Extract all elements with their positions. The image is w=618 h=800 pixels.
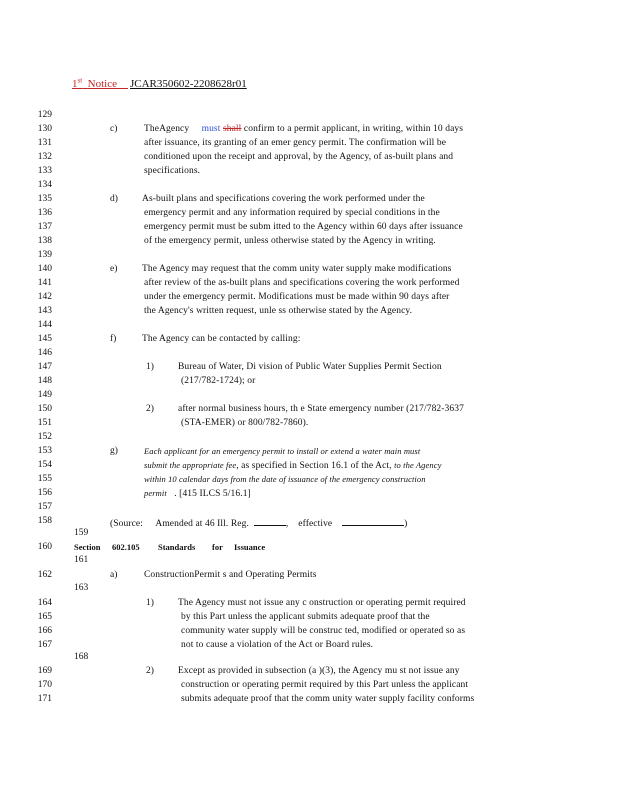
line-number: 155 (37, 474, 52, 484)
item-c-line: after issuance, its granting of an emer gency permit. The confirmation will be (144, 138, 447, 148)
line-number: 152 (37, 432, 52, 442)
item-g-line: Each applicant for an emergency permit to install or extend a water main must (144, 446, 421, 456)
item-g-line: within 10 calendar days from the date of issuance of the emergency construction (144, 474, 426, 484)
line-number: 163 (74, 583, 89, 593)
section-title-part: Issuance (234, 542, 266, 552)
item-a-sub1-line: by this Part unless the applicant submits adequate proof that the (181, 612, 430, 622)
item-a-sub2-line: submits adequate proof that the comm unity water supply facility conforms (181, 694, 475, 704)
item-e-line: the Agency's written request, unle ss otherwise stated by the Agency. (144, 306, 413, 316)
line-number: 137 (37, 222, 52, 232)
item-f-sub2-line: (STA-EMER) or 800/782-7860). (181, 418, 309, 428)
line-number: 153 (37, 446, 52, 456)
item-e-line: The Agency may request that the comm unity water supply make modifications (142, 264, 452, 274)
line-number: 150 (37, 404, 52, 414)
notice-header (72, 76, 247, 90)
line-number: 166 (37, 626, 52, 636)
line-number: 148 (37, 376, 52, 386)
line-number: 135 (37, 194, 52, 204)
section-title-part: for (212, 542, 223, 552)
item-d-line: of the emergency permit, unless otherwise stated by the Agency in writing. (144, 236, 436, 246)
line-number: 158 (37, 516, 52, 526)
line-number: 146 (37, 348, 52, 358)
item-marker-a: a) (110, 570, 118, 580)
subitem-marker: 2) (146, 666, 154, 676)
item-f-sub2-line: after normal business hours, th e State emergency number (217/782-3637 (178, 404, 464, 414)
line-number: 133 (37, 166, 52, 176)
item-c-line: conditioned upon the receipt and approval, by the Agency, of as-built plans and (144, 152, 454, 162)
line-number: 147 (37, 362, 52, 372)
line-number: 171 (37, 694, 52, 704)
line-number: 131 (37, 138, 52, 148)
item-f-line: The Agency can be contacted by calling: (142, 334, 301, 344)
line-number: 141 (37, 278, 52, 288)
item-a-sub2-line: construction or operating permit required by this Part unless the applicant (181, 680, 469, 690)
item-d-line: emergency permit and any information required by special conditions in the (144, 208, 440, 218)
subitem-marker: 1) (146, 362, 154, 372)
subitem-marker: 2) (146, 404, 154, 414)
line-number: 130 (37, 124, 52, 134)
line-number: 132 (37, 152, 52, 162)
item-marker-c: c) (110, 124, 118, 134)
line-number: 157 (37, 502, 52, 512)
item-g-line: permit . [415 ILCS 5/16.1] (144, 488, 251, 499)
blank-field (254, 516, 286, 526)
line-number: 136 (37, 208, 52, 218)
line-number: 159 (74, 528, 89, 538)
item-marker-e: e) (110, 264, 118, 274)
line-number: 142 (37, 292, 52, 302)
item-f-sub1-line: Bureau of Water, Di vision of Public Water Supplies Permit Section (178, 362, 442, 372)
subitem-marker: 1) (146, 598, 154, 608)
line-number: 165 (37, 612, 52, 622)
line-number: 161 (74, 555, 89, 565)
item-c-line: specifications. (144, 166, 201, 176)
line-number: 143 (37, 306, 52, 316)
item-a-sub2-line: Except as provided in subsection (a )(3), the Agency mu st not issue any (178, 666, 460, 676)
line-number: 154 (37, 460, 52, 470)
blank-field (342, 516, 404, 526)
notice-label: 1st Notice (72, 76, 117, 90)
item-e-line: under the emergency permit. Modifications must be made within 90 days after (144, 292, 450, 302)
line-number: 164 (37, 598, 52, 608)
line-number: 156 (37, 488, 52, 498)
section-number: 602.105 (112, 542, 140, 552)
item-marker-d: d) (110, 194, 118, 204)
line-number: 160 (37, 542, 52, 552)
item-d-line: As-built plans and specifications covering the work performed under the (142, 194, 425, 204)
document-code: JCAR350602-2208628r01 (130, 77, 247, 90)
item-c-line: TheAgency must shall confirm to a permit applicant, in writing, within 10 days (144, 124, 464, 134)
line-number: 168 (74, 652, 89, 662)
line-number: 139 (37, 250, 52, 260)
item-a-heading: ConstructionPermit s and Operating Permits (144, 570, 317, 580)
deleted-text: shall (222, 124, 242, 134)
line-number: 129 (37, 110, 52, 120)
item-e-line: after review of the as-built plans and specifications covering the work performed (144, 278, 460, 288)
item-marker-g: g) (110, 446, 118, 456)
line-number: 134 (37, 180, 52, 190)
line-number: 138 (37, 236, 52, 246)
line-number: 140 (37, 264, 52, 274)
item-marker-f: f) (110, 334, 117, 344)
item-g-line: submit the appropriate fee, as specified in Section 16.1 of the Act, to the Agency (144, 460, 442, 471)
inserted-text: must (201, 124, 221, 134)
item-a-sub1-line: The Agency must not issue any c onstruction or operating permit required (178, 598, 466, 608)
source-note: (Source: Amended at 46 Ill. Reg. , effective ) (110, 516, 407, 530)
item-a-sub1-line: community water supply will be construc ted, modified or operated so as (181, 626, 466, 636)
line-number: 162 (37, 570, 52, 580)
item-a-sub1-line: not to cause a violation of the Act or Board rules. (181, 640, 374, 650)
section-word: Section (74, 542, 101, 552)
line-number: 167 (37, 640, 52, 650)
line-number: 145 (37, 334, 52, 344)
line-number: 169 (37, 666, 52, 676)
line-number: 151 (37, 418, 52, 428)
item-f-sub1-line: (217/782-1724); or (181, 376, 256, 386)
line-number: 144 (37, 320, 52, 330)
line-number: 170 (37, 680, 52, 690)
line-number: 149 (37, 390, 52, 400)
section-title-part: Standards (158, 542, 196, 552)
item-d-line: emergency permit must be subm itted to the Agency within 60 days after issuance (144, 222, 463, 232)
